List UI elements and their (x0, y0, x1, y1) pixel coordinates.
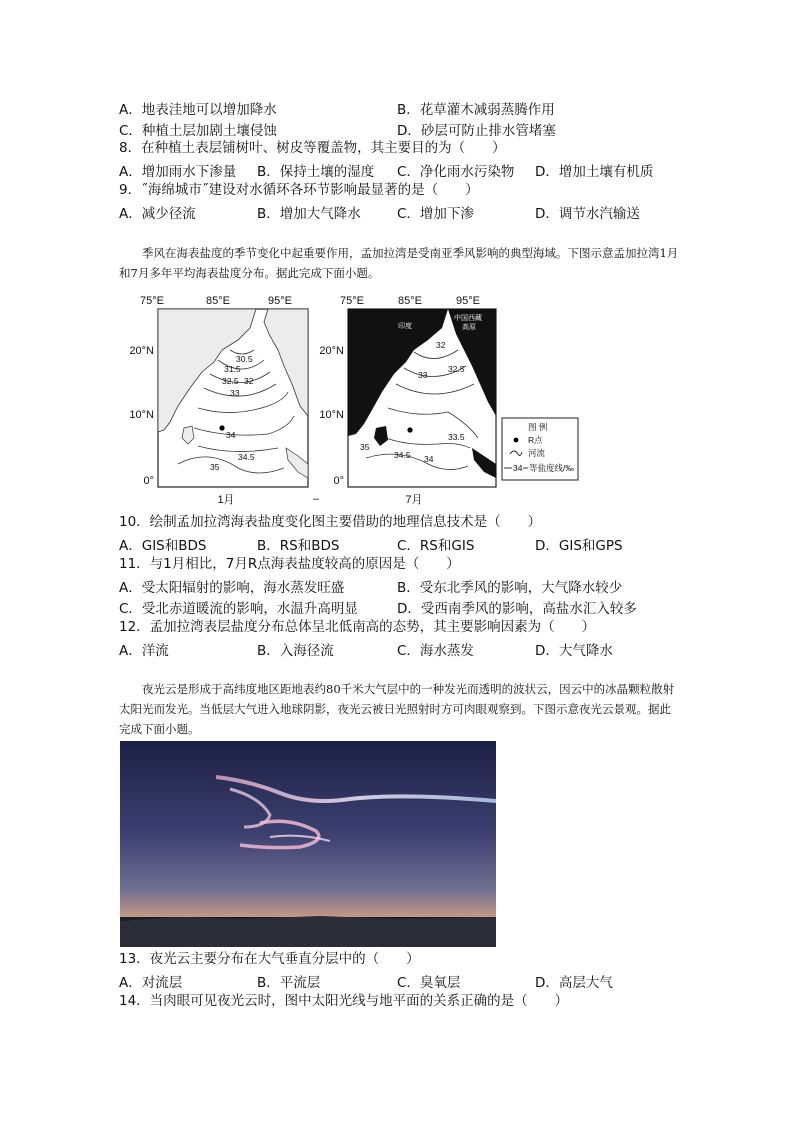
q12-option-d: D．大气降水 (535, 643, 613, 659)
lat-label: 10°N (129, 409, 154, 421)
q13-option-a: A．对流层 (119, 975, 183, 991)
india-label: 印度 (398, 323, 412, 330)
lon-label: 85°E (398, 295, 422, 307)
july-caption: 7月 (405, 494, 423, 506)
q12-stem: 12．孟加拉湾表层盐度分布总体呈北低南高的态势，其主要影响因素为（ ） (119, 619, 596, 635)
passage-monsoon (119, 243, 679, 283)
legend-title: 图 例 (528, 422, 548, 432)
q12-option-b: B．入海径流 (257, 643, 334, 659)
q10-option-d: D．GIS和GPS (535, 538, 623, 554)
isoline-label: 31.5 (224, 364, 241, 374)
isoline-label: 34 (424, 454, 434, 464)
lat-label: 0° (333, 475, 344, 487)
tibet-label: 中国西藏 (454, 315, 482, 322)
passage-noctilucent-text: 夜光云是形成于高纬度地区距地表约80千米大气层中的一种发光而透明的波状云，因云中的冰晶颗粒散射太阳光而发光。当低层大气进入地球阴影，夜光云被日光照射时方可肉眼观察到。下图示意夜光云景观。据此完成下面小题。 (119, 682, 675, 736)
q13-stem: 13．夜光云主要分布在大气垂直分层中的（ ） (119, 951, 420, 967)
lat-label: 0° (143, 475, 154, 487)
q11-option-d: D．受西南季风的影响，高盐水汇入较多 (397, 601, 637, 617)
isoline-label: 32 (244, 376, 254, 386)
passage-monsoon-text: 季风在海表盐度的季节变化中起重要作用，孟加拉湾是受南亚季风影响的典型海域。下图示意孟加拉湾1月和7月多年平均海表盐度分布。据此完成下面小题。 (119, 246, 679, 280)
lat-label: 20°N (319, 345, 344, 357)
lon-label: 75°E (340, 295, 364, 307)
q10-option-c: C．RS和GIS (397, 538, 475, 554)
map-legend (502, 418, 578, 480)
q8-option-a: A．增加雨水下渗量 (119, 164, 237, 180)
isoline-label: 35 (210, 462, 220, 472)
passage-noctilucent (119, 679, 679, 739)
q9-option-c: C．增加下渗 (397, 206, 474, 222)
q9-stem: 9．˝海绵城市˝建设对水循环各环节影响最显著的是（ ） (119, 182, 479, 198)
isoline-label: 33.5 (448, 432, 465, 442)
lon-label: 85°E (206, 295, 230, 307)
isoline-label: 32.5 (448, 364, 465, 374)
q10-stem: 10．绘制孟加拉湾海表盐度变化图主要借助的地理信息技术是（ ） (119, 514, 542, 530)
q10-option-b: B．RS和BDS (257, 538, 340, 554)
isoline-label: 33 (418, 370, 428, 380)
noctilucent-cloud-photo (120, 741, 496, 947)
isoline-label: 35 (360, 442, 370, 452)
q8-option-d: D．增加土壤有机质 (535, 164, 654, 180)
q11-option-c: C．受北赤道暖流的影响，水温升高明显 (119, 601, 358, 617)
lon-label: 95°E (456, 295, 480, 307)
isoline-label: 34.5 (238, 452, 255, 462)
legend-r-point-icon (514, 438, 519, 443)
legend-iso-label: 等盐度线/‰ (529, 463, 574, 473)
q8-stem: 8．在种植土表层铺树叶、树皮等覆盖物，其主要目的为（ ） (119, 140, 506, 156)
q9-option-a: A．减少径流 (119, 206, 196, 222)
january-map (158, 309, 308, 487)
isoline-label: 33 (230, 388, 240, 398)
q12-option-c: C．海水蒸发 (397, 643, 474, 659)
tibet-label-2: 高原 (462, 324, 476, 331)
q14-stem: 14．当肉眼可见夜光云时，图中太阳光线与地平面的关系正确的是（ ） (119, 993, 569, 1009)
isoline-label: 34 (226, 430, 236, 440)
isoline-label: 34.5 (394, 450, 411, 460)
separator-mark: – (312, 493, 320, 505)
q7-option-c: C．种植土层加剧土壤侵蚀 (119, 123, 277, 139)
legend-iso-value: 34 (513, 463, 523, 473)
q13-option-c: C．臭氧层 (397, 975, 461, 991)
q10-option-a: A．GIS和BDS (119, 538, 207, 554)
q13-option-b: B．平流层 (257, 975, 321, 991)
lat-label: 10°N (319, 409, 344, 421)
q9-option-b: B．增加大气降水 (257, 206, 361, 222)
q7-option-d: D．砂层可防止排水管堵塞 (397, 123, 556, 139)
q8-option-c: C．净化雨水污染物 (397, 164, 515, 180)
legend-r-point: R点 (528, 435, 543, 445)
isoline-label: 30.5 (236, 354, 253, 364)
lon-label: 75°E (140, 295, 164, 307)
salinity-maps (118, 288, 588, 510)
isoline-label: 32.5 (222, 376, 239, 386)
isoline-label: 32 (436, 340, 446, 350)
legend-river: 河流 (528, 448, 546, 458)
q8-option-b: B．保持土壤的湿度 (257, 164, 375, 180)
q12-option-a: A．洋流 (119, 643, 169, 659)
q7-option-a: A．地表洼地可以增加降水 (119, 102, 277, 118)
q13-option-d: D．高层大气 (535, 975, 613, 991)
january-caption: 1月 (217, 494, 235, 506)
q11-stem: 11．与1月相比，7月R点海表盐度较高的原因是（ ） (119, 556, 460, 572)
lon-label: 95°E (268, 295, 292, 307)
q11-option-b: B．受东北季风的影响，大气降水较少 (397, 580, 623, 596)
lat-label: 20°N (129, 345, 154, 357)
q11-option-a: A．受太阳辐射的影响，海水蒸发旺盛 (119, 580, 345, 596)
july-map (348, 309, 496, 487)
q9-option-d: D．调节水汽输送 (535, 206, 640, 222)
q7-option-b: B．花草灌木减弱蒸腾作用 (397, 102, 555, 118)
